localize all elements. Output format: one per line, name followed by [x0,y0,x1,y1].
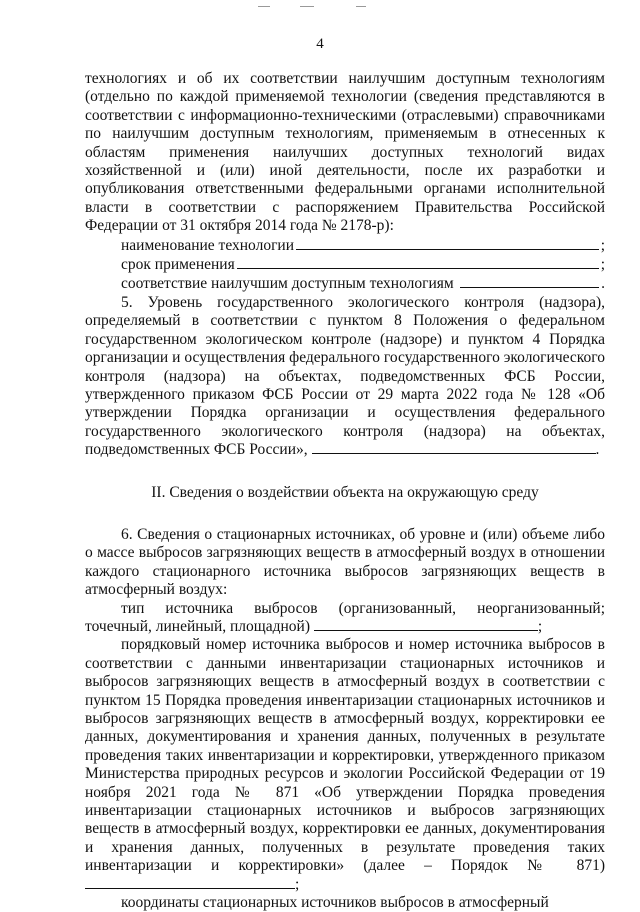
field-application-period [85,255,605,274]
paragraph-stationary-sources: 6. Сведения о стационарных источниках, об уровне и (или) объеме либо о массе выбросов загрязняющих веществ в атмосферный воздух в отношении каждого стационарного источника выбросов загрязняющих веществ в атмосферный воздух: [85,525,605,599]
paragraph-control-level-text: 5. Уровень государственного экологического контроля (надзора), определяемый в соответствии с пунктом 8 Положения о федеральном государственном экологическом контроле (надзоре) и пунктом 4 Порядка организации и осуществления федерального государственного экологического контроля (надзора) на объектах, подведомственных ФСБ России, утвержденного приказом ФСБ России от 29 марта 2022 года № 128 «Об утверждении Порядка организации и осуществления федерального государственного экологического контроля (надзора) на объектах, подведомственных ФСБ России», [85,293,605,459]
field-bat-compliance-label: соответствие наилучшим доступным технологиям [121,275,454,293]
paragraph-source-type-text: тип источника выбросов (организованный, неорганизованный; точечный, линейный, площадной) [85,599,605,635]
scan-top-marks [0,6,640,10]
paragraph-technologies: технологиях и об их соответствии наилучшим доступным технологиям (отдельно по каждой применяемой технологии (сведения представляются в соответствии с информационно-техническими (отраслевыми) справочниками по наилучшим доступным технологиям, применяемым в отнесенных к областям применения наилучших доступных технологий видах хозяйственной и (или) иной деятельности, после их разработки и опубликования ответственными федеральными органами исполнительной власти в соответствии с распоряжением Правительства Российской Федерации от 31 октября 2014 года № 2178-р): [85,70,605,235]
paragraph-source-type [85,600,605,637]
page-number: 4 [316,36,324,52]
field-bat-compliance [85,274,605,293]
paragraph-source-number [85,636,605,894]
paragraph-control-level [85,294,605,460]
blank-line [460,274,599,288]
blank-line [237,255,599,269]
field-end-semicolon: ; [295,875,300,893]
blank-line [85,876,295,889]
document-body [85,70,605,912]
field-end-semicolon: ; [600,236,605,254]
blank-line [314,618,538,631]
field-end-semicolon: ; [537,617,543,635]
field-technology-name [85,236,605,255]
field-technology-name-label: наименование технологии [121,236,295,254]
section-heading: II. Сведения о воздействии объекта на окружающую среду [151,483,539,501]
paragraph-source-number-text: порядковый номер источника выбросов и номер источника выбросов в соответствии с данными инвентаризации стационарных источников и выбросов загрязняющих веществ в атмосферный воздух в соответствии с пунктом 15 Порядка проведения инвентаризации стационарных источников и выбросов загрязняющих веществ в атмосферный воздух, корректировки ее данных, документирования и хранения данных, полученных в результате проведения таких инвентаризации и корректировки, утвержденного приказом Министерства природных ресурсов и экологии Российской Федерации от 19 ноября 2021 года № 871 «Об утверждении Порядка проведения инвентаризации стационарных источников и выбросов загрязняющих веществ в атмосферный воздух, корректировки ее данных, документирования и хранения данных, полученных в результате проведения таких инвентаризации и корректировки» (далее – Порядок № 871) [85,636,605,875]
field-end-period: . [601,275,605,293]
blank-line [296,236,599,250]
field-application-period-label: срок применения [121,256,235,274]
blank-line [312,441,596,454]
paragraph-source-coordinates: координаты стационарных источников выбросов в атмосферный [121,894,549,912]
field-end-period: . [595,441,600,459]
field-end-semicolon: ; [600,256,605,274]
